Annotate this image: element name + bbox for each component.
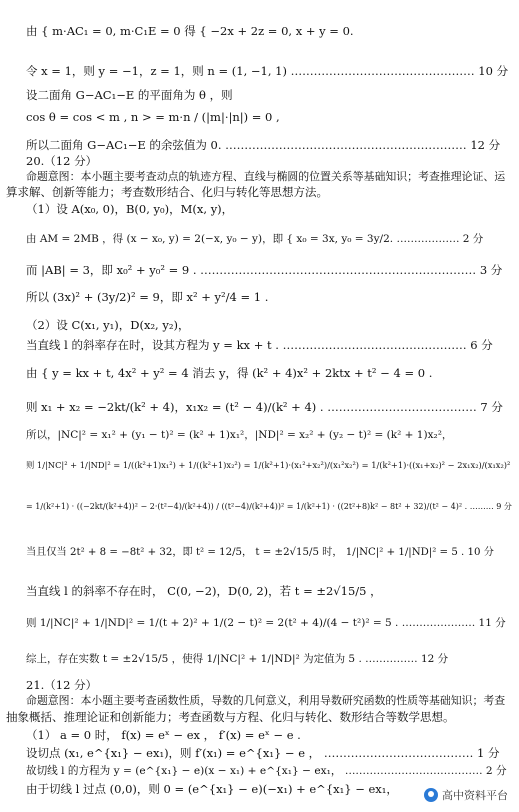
equation-line: 当且仅当 2t² + 8 = −8t² + 32，即 t² = 12/5， t = ±2√15/5 时， 1/|NC|² + 1/|ND|² = 5 . 10 分 xyxy=(26,547,494,558)
equation-line: （1） a = 0 时， f(x) = eˣ − ex ， f′(x) = eˣ − e . xyxy=(26,728,301,742)
text-line: 当直线 l 的斜率存在时，设其方程为 y = kx + t . ………………………………………… 6 分 xyxy=(26,338,493,352)
text-line: （1）设 A(x₀, 0)，B(0, y₀)，M(x, y)， xyxy=(26,202,234,216)
watermark-text: 高中资料平台 xyxy=(442,789,508,802)
text-line: 算求解、创新等能力；考查数形结合、化归与转化等思想方法。 xyxy=(6,185,328,199)
equation-line: 所以，|NC|² = x₁² + (y₁ − t)² = (k² + 1)x₁²，|ND|² = x₂² + (y₂ − t)² = (k² + 1)x₂²， xyxy=(26,429,453,441)
equation-line: 则 x₁ + x₂ = −2kt/(k² + 4)，x₁x₂ = (t² − 4)/(k² + 4) . ………………………………… 7 分 xyxy=(26,400,503,414)
equation-line: 故切线 l 的方程为 y = (e^{x₁} − e)(x − x₁) + e^{x₁} − ex₁， ………………………………… 2 分 xyxy=(26,765,507,777)
equation-line: 由 AM = 2MB ，得 (x − x₀, y) = 2(−x, y₀ − y)，即 { x₀ = 3x, y₀ = 3y/2. ……………… 2 分 xyxy=(26,233,484,245)
equation-line: 由 { m·AC₁ = 0, m·C₁E = 0 得 { −2x + 2z = 0, x + y = 0. xyxy=(26,24,354,38)
platform-logo-icon xyxy=(424,788,438,802)
watermark xyxy=(421,786,511,804)
text-line: 抽象概括、推理论证和创新能力；考查函数与方程、化归与转化、数形结合等数学思想。 xyxy=(6,710,455,724)
equation-line: 而 |AB| = 3，即 x₀² + y₀² = 9 . ……………………………………………………………… 3 分 xyxy=(26,263,503,277)
equation-line: 设切点 (x₁, e^{x₁} − ex₁)，则 f′(x₁) = e^{x₁} − e ， ………………………………… 1 分 xyxy=(26,746,500,760)
equation-line: 综上，存在实数 t = ±2√15/5 ，使得 1/|NC|² + 1/|ND|² 为定值为 5 . …………… 12 分 xyxy=(26,653,449,665)
equation-line: 由于切线 l 过点 (0,0)，则 0 = (e^{x₁} − e)(−x₁) + e^{x₁} − ex₁， xyxy=(26,782,398,796)
equation-line: cos θ = cos < m , n > = m·n / (|m|·|n|) = 0 , xyxy=(26,110,280,124)
section-heading: 21.（12 分） xyxy=(26,678,98,692)
section-heading: 20.（12 分） xyxy=(26,154,98,168)
equation-line: 则 1/|NC|² + 1/|ND|² = 1/(t + 2)² + 1/(2 − t)² = 2(t² + 4)/(4 − t²)² = 5 . ………………… 11 分 xyxy=(26,617,506,629)
text-line: 设二面角 G−AC₁−E 的平面角为 θ ，则 xyxy=(26,88,233,102)
text-line: （2）设 C(x₁, y₁)，D(x₂, y₂)， xyxy=(26,318,190,332)
equation-line: 当直线 l 的斜率不存在时， C(0, −2)，D(0, 2)，若 t = ±2√15/5 ， xyxy=(26,584,382,598)
equation-line: 则 1/|NC|² + 1/|ND|² = 1/((k²+1)x₁²) + 1/((k²+1)x₂²) = 1/(k²+1)·(x₁²+x₂²)/(x₁²x₂²) = 1/(k²+1)·((x₁+x₂)² − 2x₁x₂)/(x₁x₂)² xyxy=(26,460,511,470)
equation-line: 令 x = 1，则 y = −1，z = 1，则 n = (1, −1, 1) ………………………………………… 10 分 xyxy=(26,64,509,78)
equation-line: 所以 (3x)² + (3y/2)² = 9，即 x² + y²/4 = 1 . xyxy=(26,290,269,304)
text-line: 所以二面角 G−AC₁−E 的余弦值为 0. ……………………………………………………… 12 分 xyxy=(26,138,501,152)
text-line: 命题意图：本小题主要考查动点的轨迹方程、直线与椭圆的位置关系等基础知识；考查推理论证、运 xyxy=(26,170,506,183)
equation-line: = 1/(k²+1) · ((−2kt/(k²+4))² − 2·(t²−4)/(k²+4)) / ((t²−4)/(k²+4))² = 1/(k²+1) · ((2t²+8)k² − 8t² + 32)/(t² − 4)² . ……… 9 分 xyxy=(26,502,512,511)
equation-line: 由 { y = kx + t, 4x² + y² = 4 消去 y，得 (k² + 4)x² + 2ktx + t² − 4 = 0 . xyxy=(26,366,433,380)
text-line: 命题意图：本小题主要考查函数性质，导数的几何意义，利用导数研究函数的性质等基础知识；考查 xyxy=(26,694,506,707)
